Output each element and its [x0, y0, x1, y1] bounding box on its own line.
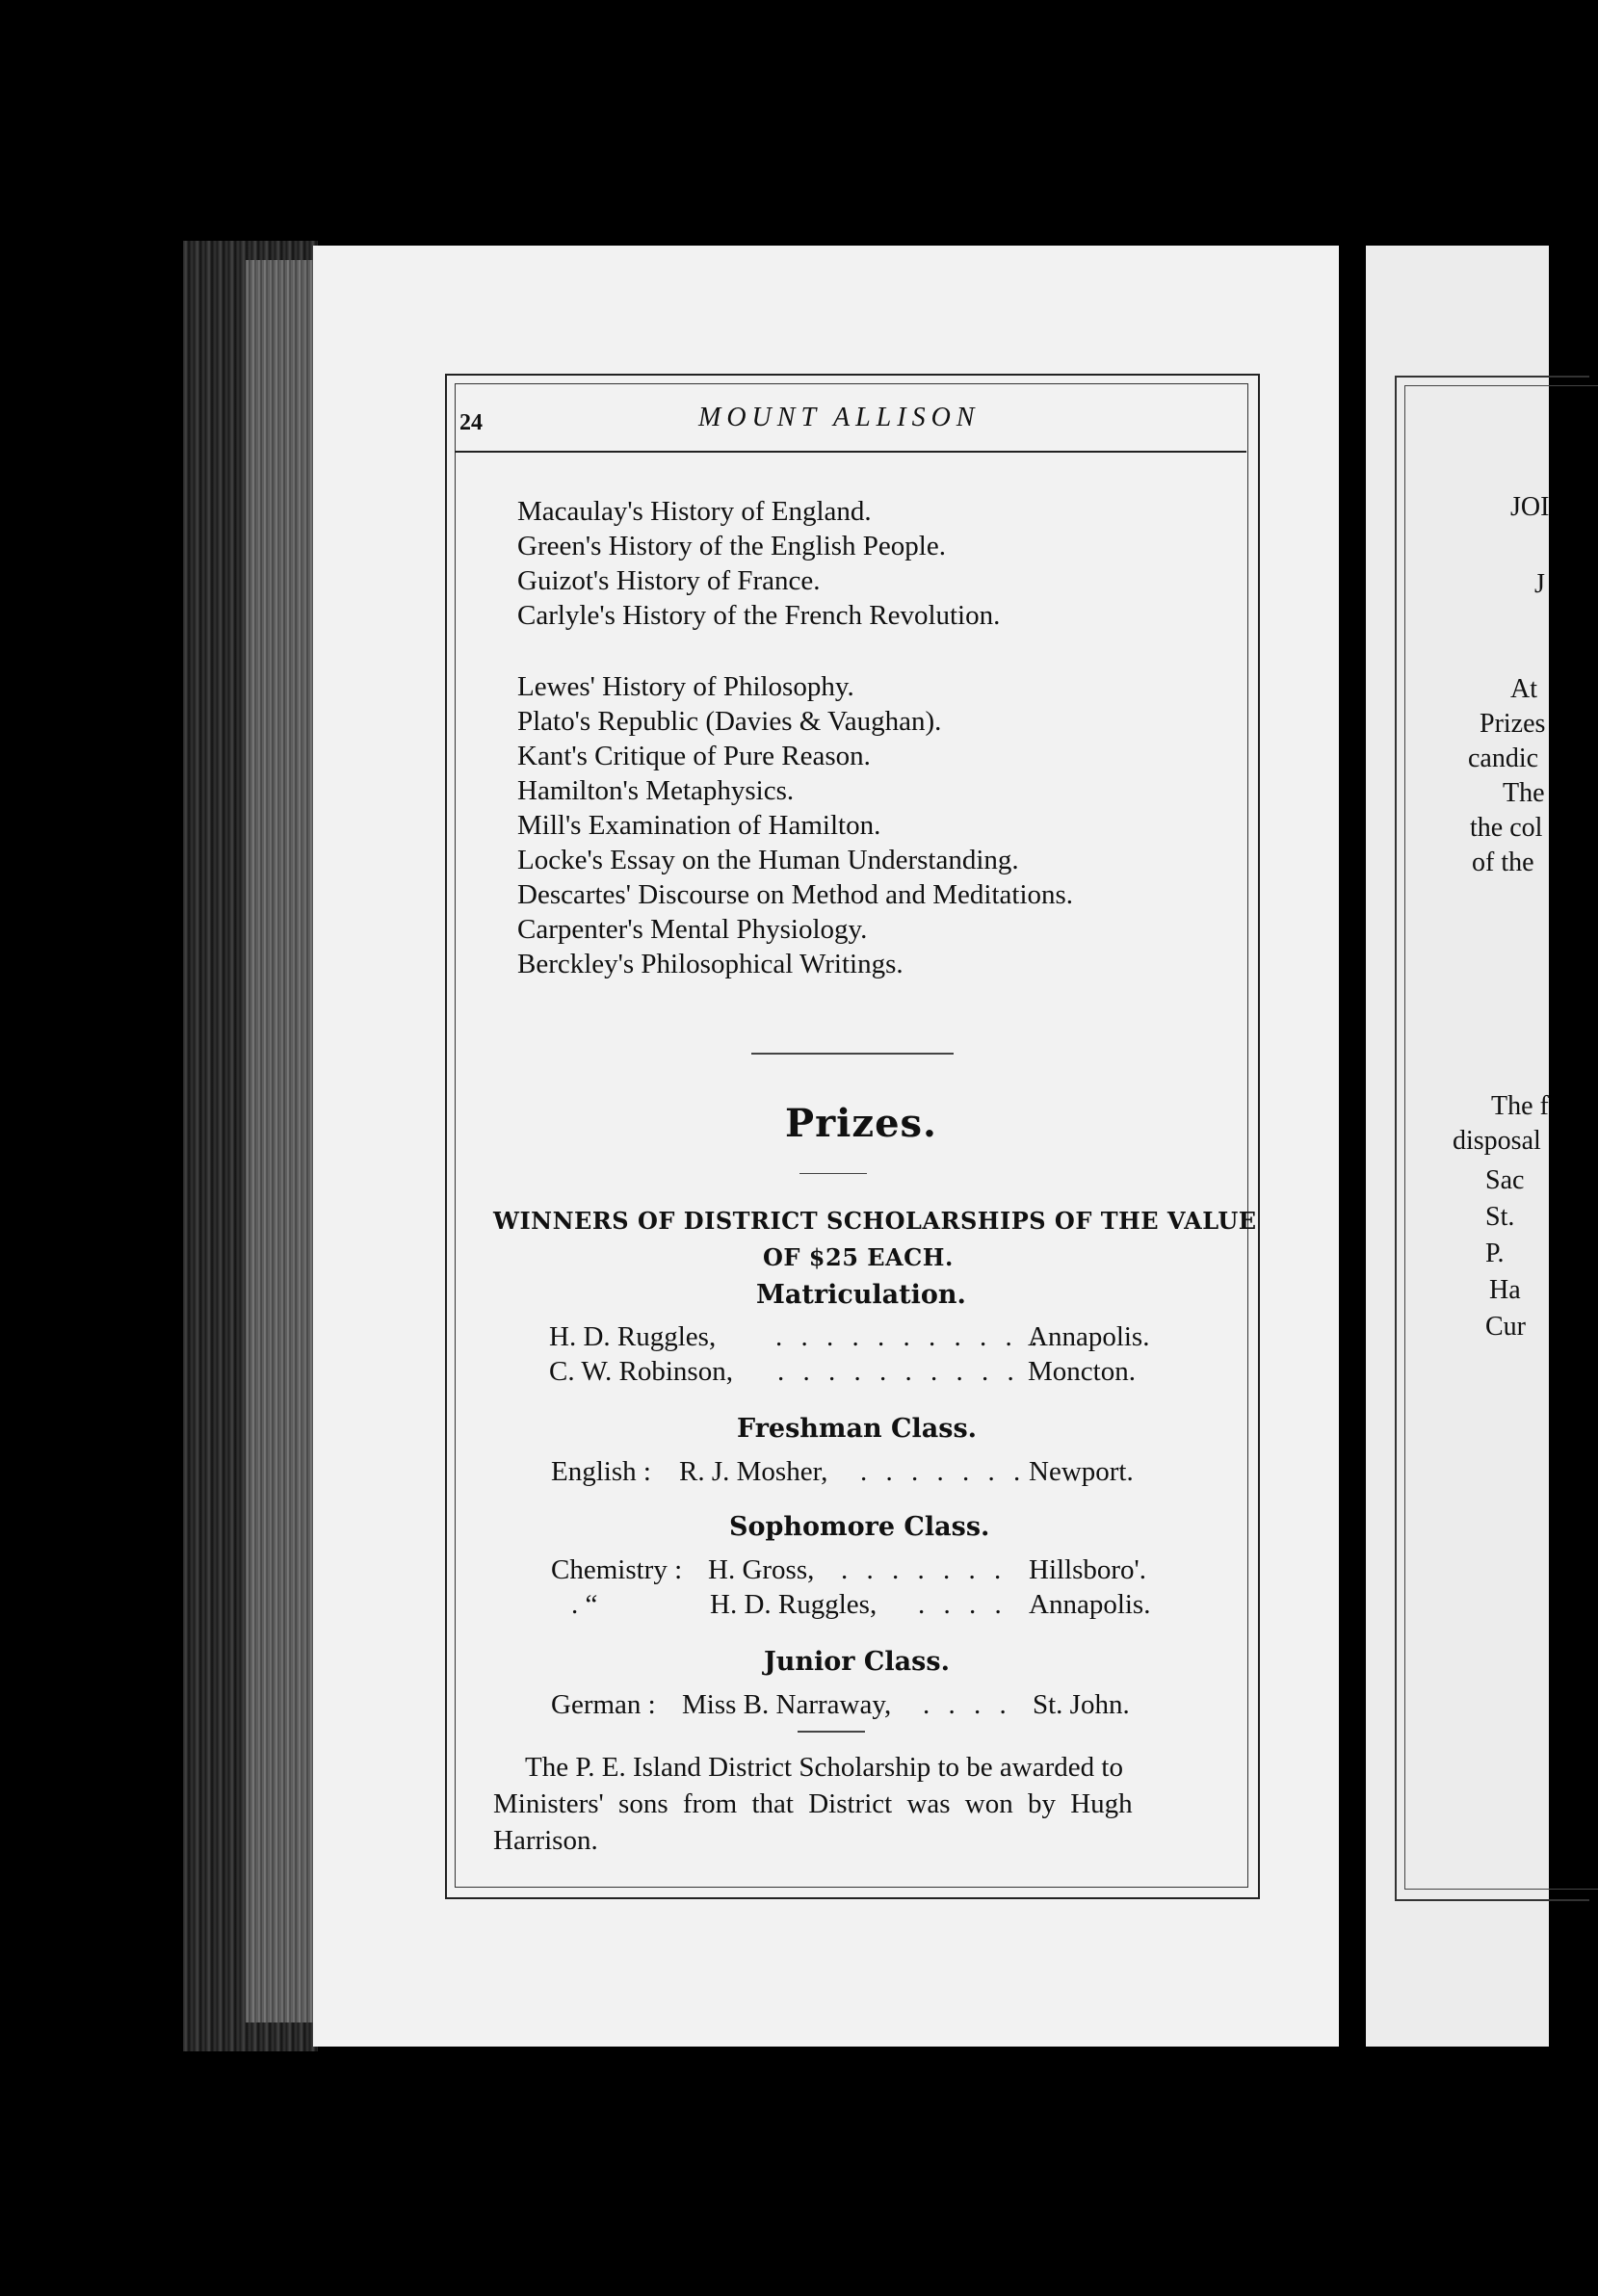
- reading-item: Lewes' History of Philosophy.: [517, 671, 854, 702]
- winner-name: C. W. Robinson,: [549, 1356, 733, 1387]
- right-page-text: St.: [1485, 1202, 1515, 1232]
- reading-item: Mill's Examination of Hamilton.: [517, 810, 881, 841]
- reading-item: Macaulay's History of England.: [517, 496, 872, 527]
- reading-item: Berckley's Philosophical Writings.: [517, 949, 904, 979]
- winner-place: St. John.: [1033, 1689, 1130, 1720]
- reading-item: Kant's Critique of Pure Reason.: [517, 741, 871, 771]
- leader-dots: . . . . . . .: [860, 1456, 1027, 1487]
- reading-item: Carpenter's Mental Physiology.: [517, 914, 868, 945]
- right-page-text: Ha: [1489, 1275, 1521, 1305]
- winner-place: Annapolis.: [1028, 1321, 1150, 1352]
- winner-name: Miss B. Narraway,: [682, 1689, 892, 1720]
- scholarship-heading: WINNERS OF DISTRICT SCHOLARSHIPS OF THE VALUE: [493, 1207, 1257, 1235]
- right-page-text: Cur: [1485, 1312, 1526, 1342]
- subject-label: Chemistry :: [551, 1554, 683, 1585]
- right-page-text: At: [1510, 674, 1537, 704]
- paragraph-divider: [798, 1731, 865, 1733]
- right-page-text: disposal: [1453, 1126, 1541, 1156]
- reading-item: Guizot's History of France.: [517, 565, 821, 596]
- ditto-mark: . “: [571, 1589, 598, 1620]
- reading-item: Hamilton's Metaphysics.: [517, 775, 795, 806]
- right-page-text: The f: [1491, 1091, 1549, 1121]
- book-page-left: [313, 246, 1339, 2047]
- reading-item: Descartes' Discourse on Method and Meditations.: [517, 879, 1074, 910]
- paragraph-line: Ministers' sons from that District was won by Hugh: [493, 1788, 1133, 1819]
- reading-item: Plato's Republic (Davies & Vaughan).: [517, 706, 942, 737]
- header-rule: [455, 451, 1246, 453]
- right-page-text: of the: [1472, 848, 1534, 877]
- winner-place: Newport.: [1029, 1456, 1134, 1487]
- winner-name: R. J. Mosher,: [679, 1456, 828, 1487]
- paragraph-line: Harrison.: [493, 1825, 598, 1856]
- right-page-text: candic: [1468, 744, 1539, 773]
- leader-dots: . . . .: [923, 1689, 1012, 1720]
- section-title-matriculation: Matriculation.: [756, 1280, 966, 1310]
- title-underline: [799, 1173, 867, 1174]
- reading-item: Carlyle's History of the French Revolution.: [517, 600, 1001, 631]
- section-title-sophomore: Sophomore Class.: [729, 1512, 990, 1542]
- reading-item: Green's History of the English People.: [517, 531, 946, 561]
- leader-dots: . . . . . . .: [841, 1554, 1008, 1585]
- prizes-title: Prizes.: [785, 1101, 937, 1146]
- right-page-text: J: [1534, 569, 1545, 599]
- right-page-text: The: [1503, 778, 1545, 808]
- right-page-text: JOI: [1510, 492, 1550, 522]
- right-page-text: the col: [1470, 813, 1543, 843]
- paragraph-line: The P. E. Island District Scholarship to be awarded to: [525, 1752, 1123, 1783]
- page-number: 24: [459, 410, 483, 435]
- leader-dots: . . . . . . . . . .: [777, 1356, 1020, 1387]
- reading-item: Locke's Essay on the Human Understanding.: [517, 845, 1019, 875]
- section-title-freshman: Freshman Class.: [737, 1414, 978, 1444]
- winner-place: Hillsboro'.: [1029, 1554, 1147, 1585]
- scholarship-heading-continued: OF $25 EACH.: [763, 1243, 954, 1271]
- winner-name: H. D. Ruggles,: [549, 1321, 717, 1352]
- running-head: MOUNT ALLISON: [698, 403, 981, 432]
- winner-place: Annapolis.: [1029, 1589, 1151, 1620]
- winner-name: H. D. Ruggles,: [710, 1589, 878, 1620]
- right-page-text: Sac: [1485, 1165, 1525, 1195]
- book-page-right: [1366, 246, 1549, 2047]
- subject-label: English :: [551, 1456, 651, 1487]
- winner-place: Moncton.: [1028, 1356, 1136, 1387]
- subject-label: German :: [551, 1689, 656, 1720]
- book-page-edges-highlight: [246, 260, 313, 2022]
- right-page-text: Prizes: [1480, 709, 1546, 739]
- right-page-text: P.: [1485, 1239, 1505, 1268]
- section-divider: [751, 1053, 954, 1055]
- leader-dots: . . . .: [918, 1589, 1008, 1620]
- section-title-junior: Junior Class.: [764, 1647, 950, 1677]
- leader-dots: . . . . . . . . . . .: [775, 1321, 1044, 1352]
- winner-name: H. Gross,: [708, 1554, 815, 1585]
